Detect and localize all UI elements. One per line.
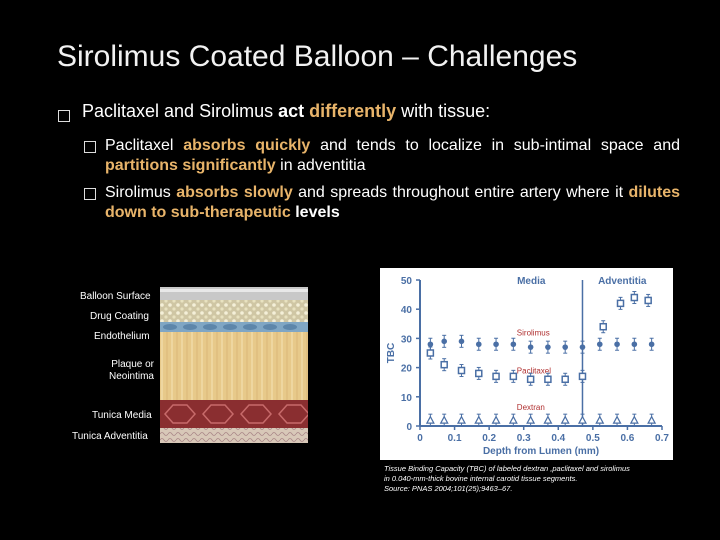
series-label-sirolimus: Sirolimus — [516, 328, 550, 338]
label-plaque-line1: Plaque or — [111, 359, 154, 370]
region-label-adventitia: Adventitia — [598, 276, 647, 287]
caption-line2: in 0.040-mm-thick bovine internal carotid tissue segments. — [384, 474, 578, 483]
y-tick-label: 40 — [400, 305, 412, 317]
bullet-text-act: act — [278, 101, 310, 121]
x-tick-label: 0.3 — [516, 433, 531, 444]
sirolimus-point — [649, 341, 655, 347]
bullet-text-differently: differently — [309, 101, 397, 121]
paclitaxel-point — [441, 362, 447, 368]
label-endothelium: Endothelium — [94, 331, 150, 342]
chart-caption — [384, 464, 630, 494]
sub2-text-c: and spreads throughout entire artery where it — [292, 184, 629, 201]
x-tick-label: 0 — [417, 433, 423, 444]
paclitaxel-point — [600, 324, 606, 330]
sub2-dilutes: dilutes down to sub-therapeutic — [105, 184, 681, 221]
sirolimus-point — [428, 341, 434, 347]
caption-line1: Tissue Binding Capacity (TBC) of labeled dextran ,paclitaxel and sirolimus — [384, 464, 630, 473]
sub2-absorbs-slowly: absorbs slowly — [176, 184, 293, 201]
sirolimus-point — [614, 341, 620, 347]
series-label-paclitaxel: Paclitaxel — [516, 366, 552, 376]
y-tick-label: 30 — [400, 334, 412, 346]
label-tunica-adventitia: Tunica Adventitia — [72, 431, 148, 442]
sirolimus-point — [441, 339, 447, 345]
paclitaxel-point — [545, 376, 551, 382]
tbc-chart — [380, 268, 673, 460]
sirolimus-point — [597, 341, 603, 347]
sirolimus-point — [528, 344, 534, 350]
sub1-absorbs-quickly: absorbs quickly — [183, 137, 311, 154]
artery-layer-diagram — [160, 287, 308, 443]
sirolimus-point — [459, 339, 465, 345]
sub1-partitions: partitions significantly — [105, 157, 276, 174]
x-tick-label: 0.2 — [482, 433, 497, 444]
x-tick-label: 0.1 — [447, 433, 462, 444]
sub1-text-e: in adventitia — [275, 157, 366, 174]
bullet-text-a: Paclitaxel and Sirolimus — [82, 101, 279, 121]
y-tick-label: 50 — [400, 276, 412, 287]
bullet-main-text — [82, 100, 720, 122]
sub-bullet-box-icon — [84, 188, 96, 200]
sub2-levels: levels — [295, 204, 340, 221]
paclitaxel-point — [579, 373, 585, 379]
y-tick-label: 0 — [406, 422, 412, 433]
plaque-layer — [160, 332, 308, 400]
sirolimus-point — [580, 344, 586, 350]
label-tunica-media: Tunica Media — [92, 410, 152, 421]
paclitaxel-point — [528, 376, 534, 382]
paclitaxel-point — [618, 300, 624, 306]
sub1-text-a: Paclitaxel — [105, 137, 184, 154]
sirolimus-point — [476, 341, 482, 347]
paclitaxel-point — [631, 295, 637, 301]
bullet-text-c: with tissue: — [396, 101, 491, 121]
sub1-text-c: and tends to localize in sub-intimal space and — [310, 137, 680, 154]
series-label-dextran: Dextran — [516, 402, 545, 412]
y-tick-label: 10 — [400, 392, 412, 404]
tunica-adventitia-layer — [160, 428, 308, 443]
sirolimus-point — [632, 341, 638, 347]
sub-bullet-box-icon — [84, 141, 96, 153]
caption-line3: Source: PNAS 2004;101(25);9463–67. — [384, 484, 513, 493]
label-drug-coating: Drug Coating — [90, 311, 149, 322]
y-tick-label: 20 — [400, 363, 412, 375]
y-axis-label: TBC — [386, 342, 397, 364]
sirolimus-point — [545, 344, 551, 350]
sirolimus-point — [493, 341, 499, 347]
balloon-surface-layer — [160, 287, 308, 300]
paclitaxel-point — [427, 350, 433, 356]
x-tick-label: 0.4 — [551, 433, 566, 444]
paclitaxel-point — [645, 297, 651, 303]
x-tick-label: 0.7 — [655, 433, 669, 444]
sub-bullet-sirolimus-text — [105, 183, 680, 223]
paclitaxel-point — [458, 368, 464, 374]
sub-bullet-paclitaxel-text — [105, 136, 680, 176]
bullet-box-icon — [58, 110, 70, 122]
slide-title: Sirolimus Coated Balloon – Challenges — [57, 40, 578, 73]
drug-coating-layer — [160, 300, 308, 322]
region-label-media: Media — [517, 276, 546, 287]
sub2-text-a: Sirolimus — [105, 184, 177, 201]
label-balloon-surface: Balloon Surface — [80, 291, 151, 302]
paclitaxel-point — [493, 373, 499, 379]
paclitaxel-point — [562, 376, 568, 382]
label-plaque — [104, 359, 154, 383]
sirolimus-point — [511, 341, 517, 347]
x-tick-label: 0.5 — [585, 433, 600, 444]
x-axis-label: Depth from Lumen (mm) — [482, 446, 600, 457]
sirolimus-point — [562, 344, 568, 350]
x-tick-label: 0.6 — [620, 433, 635, 444]
paclitaxel-point — [476, 370, 482, 376]
paclitaxel-point — [510, 373, 516, 379]
label-plaque-line2: Neointima — [108, 371, 154, 382]
